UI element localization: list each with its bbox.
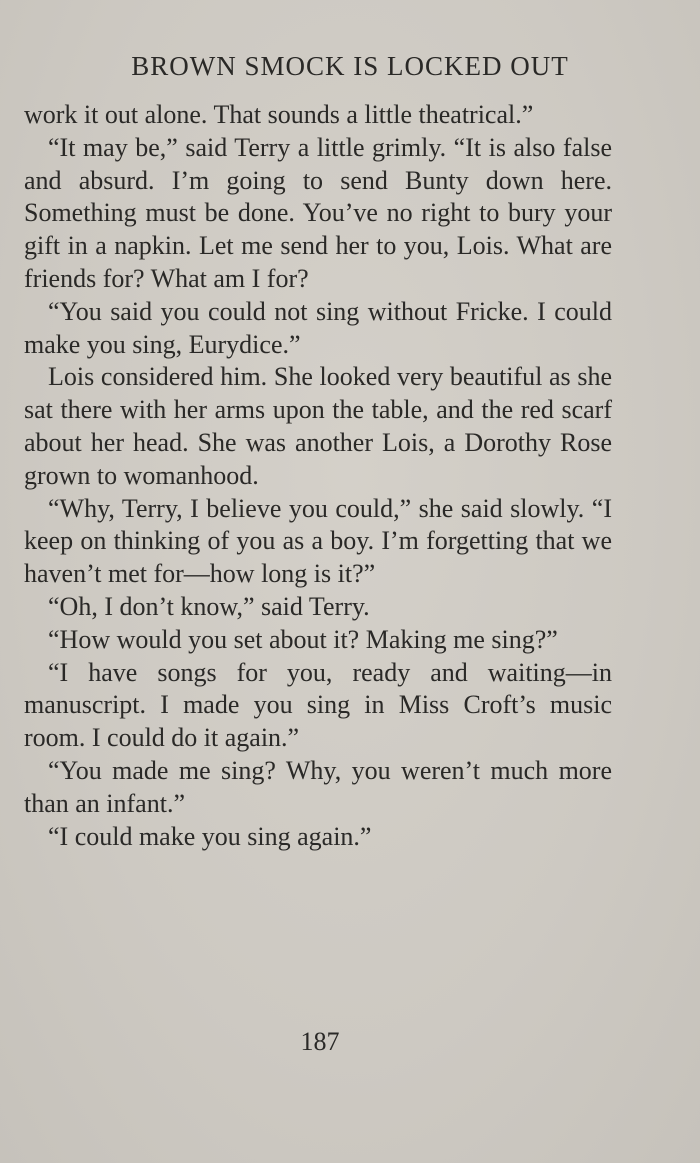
page-number: 187 [300,1027,340,1056]
paragraph: “I have songs for you, ready and waiting—in manuscript. I made you sing in Miss Croft’s music room. I could do it again.” [24,657,612,753]
body-text [24,99,612,853]
running-head: BROWN SMOCK IS LOCKED OUT [131,51,569,81]
paragraph: work it out alone. That sounds a little theatrical.” [24,100,534,129]
paragraph: “How would you set about it? Making me sing?” [48,624,558,654]
paragraph: “You made me sing? Why, you weren’t much more than an infant.” [24,755,612,818]
paragraph: “Why, Terry, I believe you could,” she said slowly. “I keep on thinking of you as a boy. I’m forgetting that we haven’t met for—how long is it?” [24,493,612,589]
paragraph: “Oh, I don’t know,” said Terry. [48,591,370,621]
paragraph: Lois considered him. She looked very beautiful as she sat there with her arms upon the table, and the red scarf about her head. She was another Lois, a Dorothy Rose grown to womanhood. [24,362,612,490]
paragraph: “You said you could not sing without Fricke. I could make you sing, Eurydice.” [24,296,612,359]
paragraph: “It may be,” said Terry a little grimly. “It is also false and absurd. I’m going to send Bunty down here. Something must be done. You’ve no right to bury your gift in a napkin. Let me send her to you, Lois. What are friends for? What am I for? [24,132,612,293]
paragraph: “I could make you sing again.” [48,821,372,851]
